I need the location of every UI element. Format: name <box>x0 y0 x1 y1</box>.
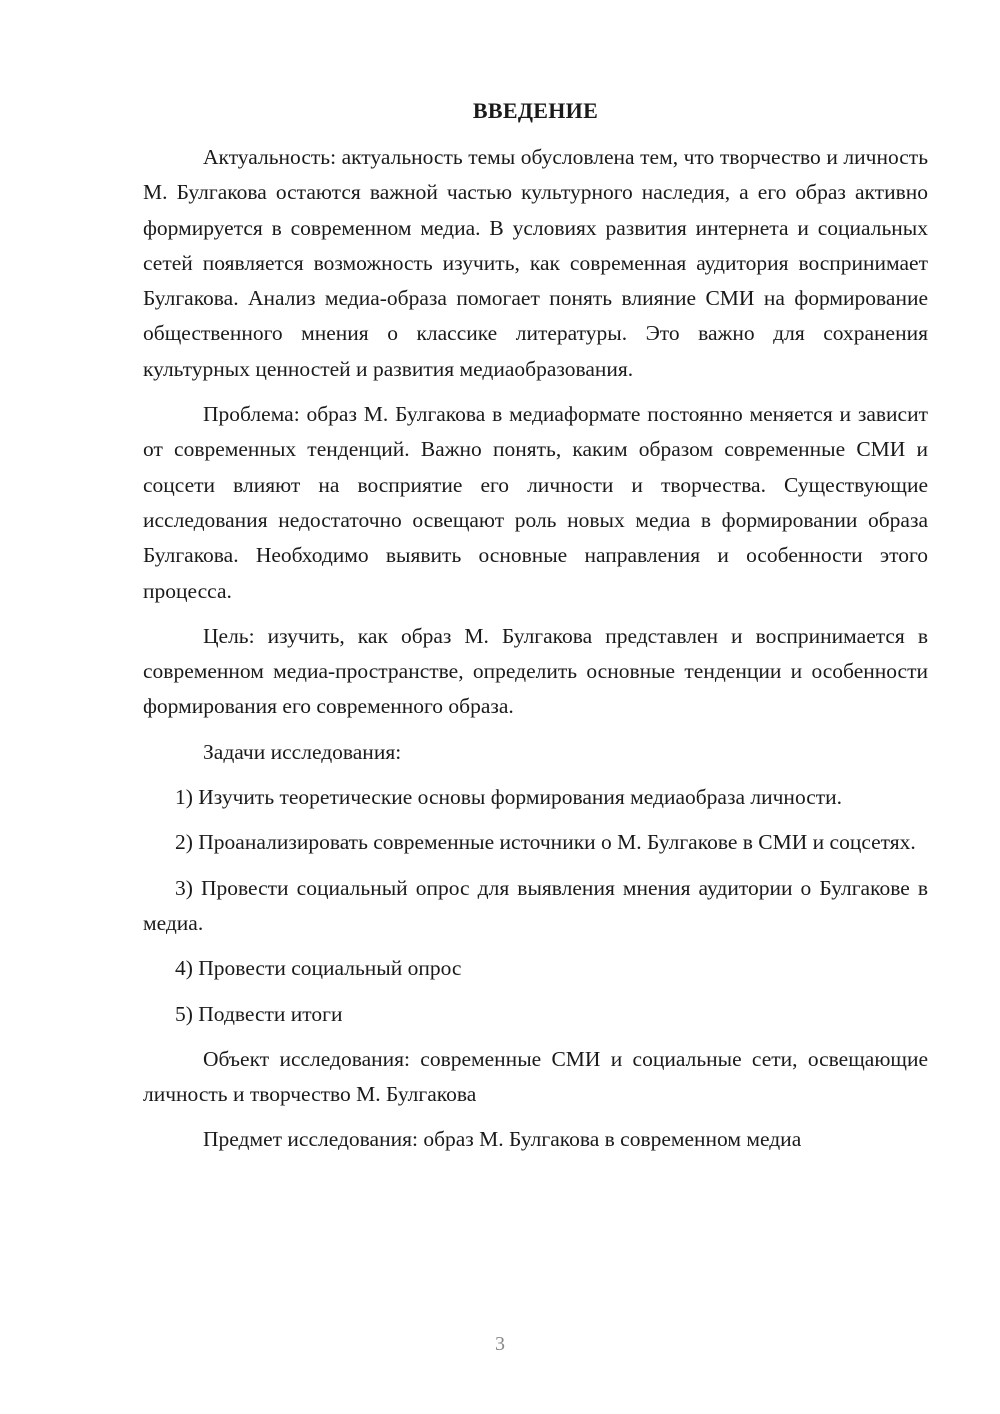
task-item-5: 5) Подвести итоги <box>175 1001 343 1026</box>
subject-paragraph: Предмет исследования: образ М. Булгакова в современном медиа <box>203 1127 802 1152</box>
document-page <box>143 94 928 1168</box>
page-number: 3 <box>495 1333 505 1355</box>
tasks-heading: Задачи исследования: <box>203 739 402 764</box>
relevance-paragraph: Актуальность: актуальность темы обусловлена тем, что творчество и личность М. Булгакова остаются важной частью культурного наследия, а его образ активно формируется в современном медиа. В условиях развития интернета и социальных сетей появляется возможность изучить, как современная аудитория воспринимает Булгакова. Анализ медиа-образа помогает понять влияние СМИ на формирование общественного мнения о классике литературы. Это важно для сохранения культурных ценностей и развития медиаобразования. <box>143 145 928 381</box>
goal-paragraph: Цель: изучить, как образ М. Булгакова представлен и воспринимается в современном медиа-пространстве, определить основные тенденции и особенности формирования его современного образа. <box>143 623 928 719</box>
object-paragraph: Объект исследования: современные СМИ и социальные сети, освещающие личность и творчество М. Булгакова <box>143 1046 928 1107</box>
task-item-4: 4) Провести социальный опрос <box>175 956 462 981</box>
task-item-2: 2) Проанализировать современные источники о М. Булгакове в СМИ и соцсетях. <box>175 830 916 855</box>
problem-paragraph: Проблема: образ М. Булгакова в медиаформате постоянно меняется и зависит от современных тенденций. Важно понять, каким образом современные СМИ и соцсети влияют на восприятие его личности и творчества. Существующие исследования недостаточно освещают роль новых медиа в формировании образа Булгакова. Необходимо выявить основные направления и особенности этого процесса. <box>143 402 928 603</box>
task-item-3: 3) Провести социальный опрос для выявления мнения аудитории о Булгакове в медиа. <box>143 875 928 935</box>
section-title: ВВЕДЕНИЕ <box>472 98 599 123</box>
task-item-1: 1) Изучить теоретические основы формирования медиаобраза личности. <box>175 785 843 810</box>
